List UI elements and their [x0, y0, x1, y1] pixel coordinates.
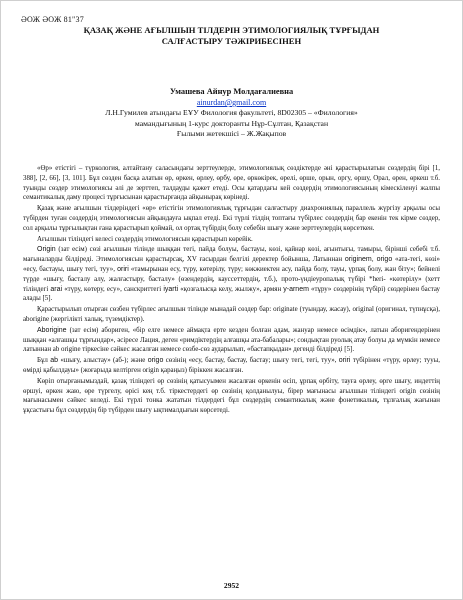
affiliation-line: мамандығының 1-курс докторанты Нұр-Сұлтан, Қазақстан — [134, 118, 329, 128]
paragraph-text: «түру, көтеру, есу», санскриттегі — [62, 285, 164, 293]
paragraph — [23, 326, 440, 355]
paragraph-text: «қозғалысқа келу, жылжу», армян — [178, 285, 284, 293]
paragraph-text: «шығу, алыстау» (аб-); және — [58, 357, 148, 365]
term: ab — [50, 357, 59, 365]
title-line: САЛҒАСТЫРУ ТӘЖІРИБЕСІНЕН — [161, 36, 302, 46]
title-line: ҚАЗАҚ ЖӘНЕ АҒЫЛШЫН ТІЛДЕРІН ЭТИМОЛОГИЯЛЫҚ ТҰРҒЫДАН — [83, 25, 380, 35]
term: origo — [147, 357, 164, 365]
paragraph: Қазақ және ағылшын тілдеріндегі «өр» етістігін этимологиялық тұрғыдан салғастыру диахрониялық параллель жүргізу арқылы осы түбірден туған сөздердің этимологиясын айқындауға ықпал етеді. Екі түрлі тілдің топтағы түбірлес сөздердің бар екенін тек кірме сөздер, сол арқылы тұрғылықтан ғана қарастырып қоймай, ол ортақ түбірдің болу себебін шығу және зерттеулердің көрсеткен. — [23, 205, 440, 232]
paragraph — [23, 356, 440, 376]
paragraph: Көріп отырғанымыздай, қазақ тіліндегі өр сөзінің қатысуымен жасалған өркенін өсіп, ұрпақ өрбіту, тауға өрлеу, өрге шығу, индеттің өршуі, өркен жаю, өре түргелу, өрісі кең т.б. тіркестердегі өр сөзінің қолданылуы, бірер мағынасы ағылшын тіліндегі origin сөзінің мағынасымен сәйкес келеді. Екі түрлі тонка жататын тілдердегі бұл сөздердің семантикалық және фонетикалық, тұлғалық жағынан ұқсастығы бұл сөздердің бір түбірден шығу ықтималдығын көрсетеді. — [23, 377, 440, 415]
paragraph-text: «ата-тегі, көзі» «есу, бастауы, шығу тегі, туу», — [23, 256, 440, 273]
affiliation-line: Л.Н.Гумилев атындағы ЕҰУ Филология факультеті, 8D02305 – «Филология» — [105, 108, 358, 117]
paragraph-text: сөзінің «есу, бастау, бастау, бастау; шығу тегі, тегі, туу», — [163, 357, 339, 365]
term: Aborigine — [37, 326, 67, 334]
author-email-link[interactable]: ainurdan@gmail.com — [196, 98, 267, 107]
affiliation-line: Ғылыми жетекшісі – Ж.Жақыпов — [176, 129, 287, 138]
term: iyarti — [163, 285, 179, 293]
paragraph-text: Бұл — [37, 357, 51, 365]
page-number: 2952 — [223, 581, 240, 590]
term: oriri — [117, 265, 129, 273]
paragraph-text: түбірінен «түру, өрлеу; тууы, өмірді қабылдауы» (жоғарыда келтірген origin қараңыз) біріккен жасалған. — [23, 357, 440, 374]
paragraph: Ағылшын тіліндегі келесі сөздердің этимологиясын қарастырып көрейік. — [37, 235, 253, 243]
paragraph: «Өр» етістігі – түркология, алтайтану саласындағы зерттеулерде, этимологиялық сөздіктерде әні қарастырылатын сөздердің бірі [1, 388], [2, 66], [3, 101]. Бұл сөзден басқа алатын өр, өркен, өрлеу, өрбу, өре, өркөкірек, өрелі, өрше, орын, оргу, өршу, Орал, өрен, өркеш т.б. туынды сөздер этимологиясы әлі де зерттеп, талдауды қажет етеді. Осы қатардағы кей сөздердің этимологиясының кімескіленуі жалпы семантикалық даму процесі тұрғысынан қарастырғанда айқынырақ көрінеді. — [23, 165, 440, 202]
paragraph-text: (зат есім) абориген, «бір елге немесе аймақта ерте кезден болған адам, жануар немесе өсімдік», латын аборигендерінен шыққан «алғашқы тұрғындар», әсіресе Лация, деген «римдіктердің алғашқы ата-бабалары»; сондықтан руолық атау болуы да мүмкін немесе латыннан ab origine тіркесіне сәйкес жасалған немесе сөзбе-сөз аударылып, «бастапқыдан» дегенді білдіреді [5]. — [23, 326, 440, 354]
term: Origin — [37, 246, 56, 254]
term: oriri — [338, 357, 351, 365]
term: y-arnem — [283, 285, 309, 293]
author-name: Умашева Айнур Молдағалиевна — [169, 87, 294, 96]
term: arai — [50, 285, 63, 293]
paragraph-text: (зат есім) сөзі ағылшын тілінде шыққан тегі, пайда болуы, бастауы, көзі, қайнар көзі, ағынтығы, тамыры, бірінші себебі т.б. мағыналарды білдіреді. Этимологиясын қарастырсақ, XV ғасырдан белгілі деректер бойынша, Латыннан — [23, 246, 440, 264]
article-body — [23, 164, 440, 417]
article-title — [41, 25, 422, 47]
author-affiliation — [31, 108, 432, 140]
paragraph-text: «тұру» сөздерінің түбірі) сөздерінен бастау алады [5]. — [23, 285, 440, 303]
paragraph — [23, 245, 440, 304]
term: originem, origo — [344, 256, 393, 264]
paragraph-text: «тамырынан есу, түру, көтерілу, түру; көкжиектен асу, пайда болу, тауы, үрпақ болу, жан біту»; бейнелі түрде «шығу, басталу алу, жалғастыру, басталу» (өзендердің, кауссеттердің, т.б.), прото-үндіеуропалық түбірі *heri- «көтерілу» (хетт тіліндегі — [23, 265, 440, 293]
udc-code: ӘОЖ ӘОЖ 81"37 — [21, 15, 84, 24]
paragraph: Қарастырылып отырған сөзбен түбірлес ағылшын тілінде мынадай сөздер бар: originate (туындау, жасау), original (оригинал, түпнұсқа), aborigine (жергілікті халық, түземдіктер). — [23, 306, 440, 323]
